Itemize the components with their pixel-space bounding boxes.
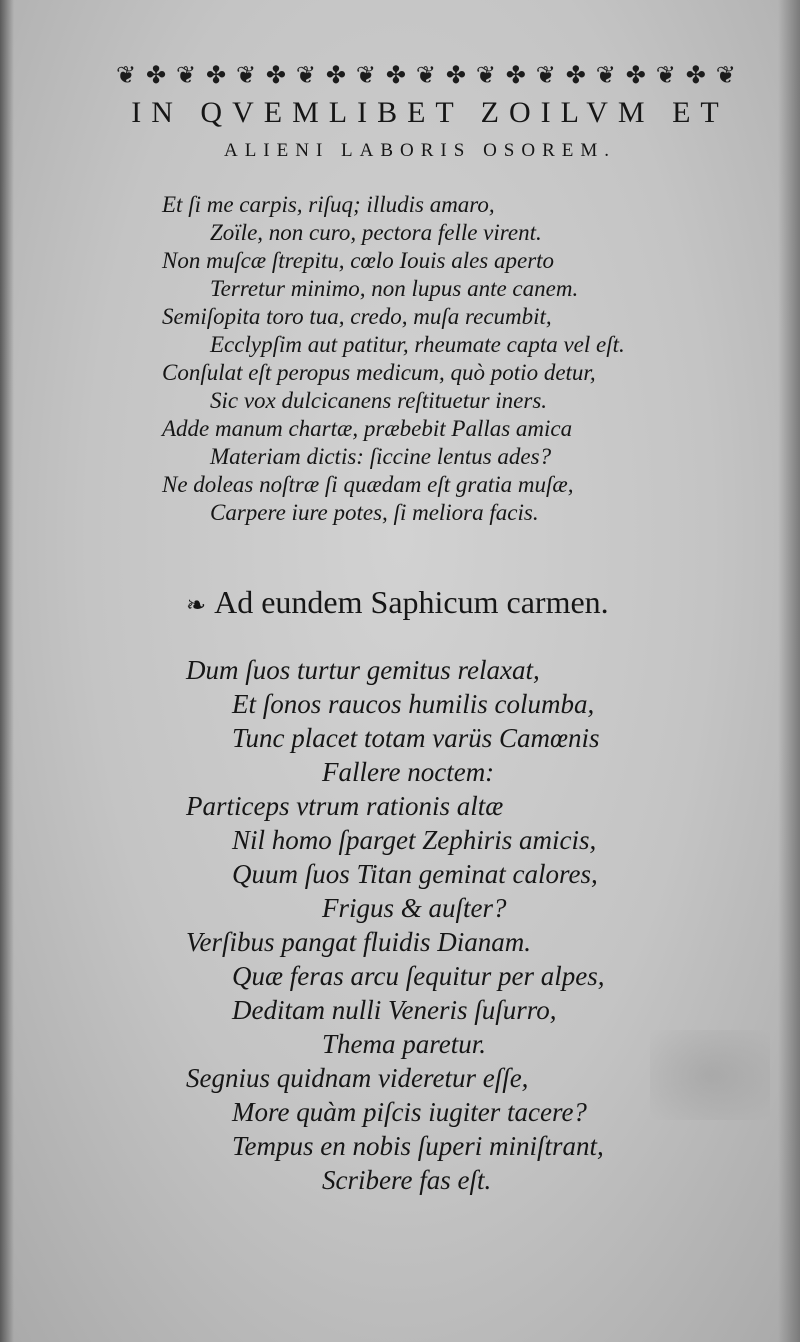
fleuron-ornament-icon: ❦ bbox=[295, 61, 317, 89]
fleuron-ornament-icon: ✤ bbox=[145, 61, 167, 89]
poem2-line: Particeps vtrum rationis altæ bbox=[186, 791, 504, 821]
poem2-line: Verſibus pangat fluidis Dianam. bbox=[186, 927, 532, 957]
poem1-line: Ecclypſim aut patitur, rheumate capta vel eſt. bbox=[210, 332, 625, 357]
poem1-line: Sic vox dulcicanens reſtituetur iners. bbox=[210, 388, 548, 413]
poem1-line: Adde manum chartæ, præbebit Pallas amica bbox=[162, 416, 573, 441]
poem1-line: Conſulat eſt peropus medicum, quò potio detur, bbox=[162, 360, 596, 385]
ornamental-border bbox=[116, 58, 736, 92]
section-heading-text: Ad eundem Saphicum carmen. bbox=[214, 584, 609, 620]
poem1-line: Non muſcæ ſtrepitu, cœlo Iouis ales aperto bbox=[162, 248, 555, 273]
poem2-line: More quàm piſcis iugiter tacere? bbox=[232, 1097, 587, 1127]
poem2-line: Dum ſuos turtur gemitus relaxat, bbox=[186, 655, 540, 685]
poem1-line: Zoïle, non curo, pectora felle virent. bbox=[210, 220, 542, 245]
poem2-line: Fallere noctem: bbox=[322, 757, 495, 787]
poem2-line: Frigus & auſter? bbox=[322, 893, 507, 923]
poem2-line: Scribere fas eſt. bbox=[322, 1165, 492, 1195]
fleuron-ornament-icon: ✤ bbox=[385, 61, 406, 89]
page-edge-shadow-left bbox=[0, 0, 14, 1342]
fleuron-ornament-icon: ✤ bbox=[265, 61, 287, 89]
poem1-line: Semiſopita toro tua, credo, muſa recumbit, bbox=[162, 304, 552, 329]
fleuron-ornament-icon: ❦ bbox=[235, 61, 257, 89]
poem1-line: Et ſi me carpis, riſuq; illudis amaro, bbox=[162, 192, 495, 217]
fleuron-ornament-icon: ✤ bbox=[445, 61, 466, 89]
fleuron-ornament-icon: ❦ bbox=[595, 61, 616, 89]
fleuron-ornament-icon: ❦ bbox=[175, 61, 197, 89]
poem2-line: Deditam nulli Veneris ſuſurro, bbox=[232, 995, 557, 1025]
page-edge-shadow-right bbox=[778, 0, 800, 1342]
poem2-line: Thema paretur. bbox=[322, 1029, 487, 1059]
fleuron-ornament-icon: ✤ bbox=[625, 61, 646, 89]
fleuron-ornament-icon: ✤ bbox=[325, 61, 346, 89]
fleuron-ornament-icon: ❦ bbox=[355, 61, 376, 89]
fleuron-ornament-icon: ❦ bbox=[116, 61, 137, 89]
fleuron-ornament-icon: ✤ bbox=[565, 61, 586, 89]
poem2-line: Nil homo ſparget Zephiris amicis, bbox=[232, 825, 597, 855]
fleuron-ornament-icon: ❦ bbox=[415, 61, 436, 89]
fleuron-ornament-icon: ✤ bbox=[205, 61, 227, 89]
poem2-line: Et ſonos raucos humilis columba, bbox=[232, 689, 595, 719]
poem2-line: Segnius quidnam videretur eſſe, bbox=[186, 1063, 529, 1093]
poem2-line: Quæ feras arcu ſequitur per alpes, bbox=[232, 961, 605, 991]
fleuron-ornament-icon: ❦ bbox=[475, 61, 496, 89]
fleuron-ornament-icon: ❦ bbox=[715, 61, 736, 89]
poem2-line: Tempus en nobis ſuperi miniſtrant, bbox=[232, 1131, 604, 1161]
fleuron-ornament-icon: ✤ bbox=[505, 61, 526, 89]
page-subtitle: ALIENI LABORIS OSOREM. bbox=[223, 140, 617, 161]
section-heading bbox=[186, 584, 609, 621]
poem2-line: Tunc placet totam varüs Camœnis bbox=[232, 723, 600, 753]
poem1-line: Terretur minimo, non lupus ante canem. bbox=[210, 276, 579, 301]
poem1-line: Materiam dictis: ſiccine lentus ades? bbox=[210, 444, 552, 469]
fleuron-ornament-icon: ✤ bbox=[685, 61, 706, 89]
fleuron-ornament-icon: ❦ bbox=[655, 61, 676, 89]
fleuron-ornament-icon: ❦ bbox=[535, 61, 556, 89]
poem2-line: Quum ſuos Titan geminat calores, bbox=[232, 859, 598, 889]
fleuron-icon: ❧ bbox=[186, 593, 207, 619]
poem1-line: Carpere iure potes, ſi meliora facis. bbox=[210, 500, 539, 525]
page-title: IN QVEMLIBET ZOILVM ET bbox=[131, 96, 729, 129]
poem1-line: Ne doleas noſtræ ſi quædam eſt gratia muſæ, bbox=[162, 472, 574, 497]
ink-stain bbox=[650, 1030, 770, 1120]
